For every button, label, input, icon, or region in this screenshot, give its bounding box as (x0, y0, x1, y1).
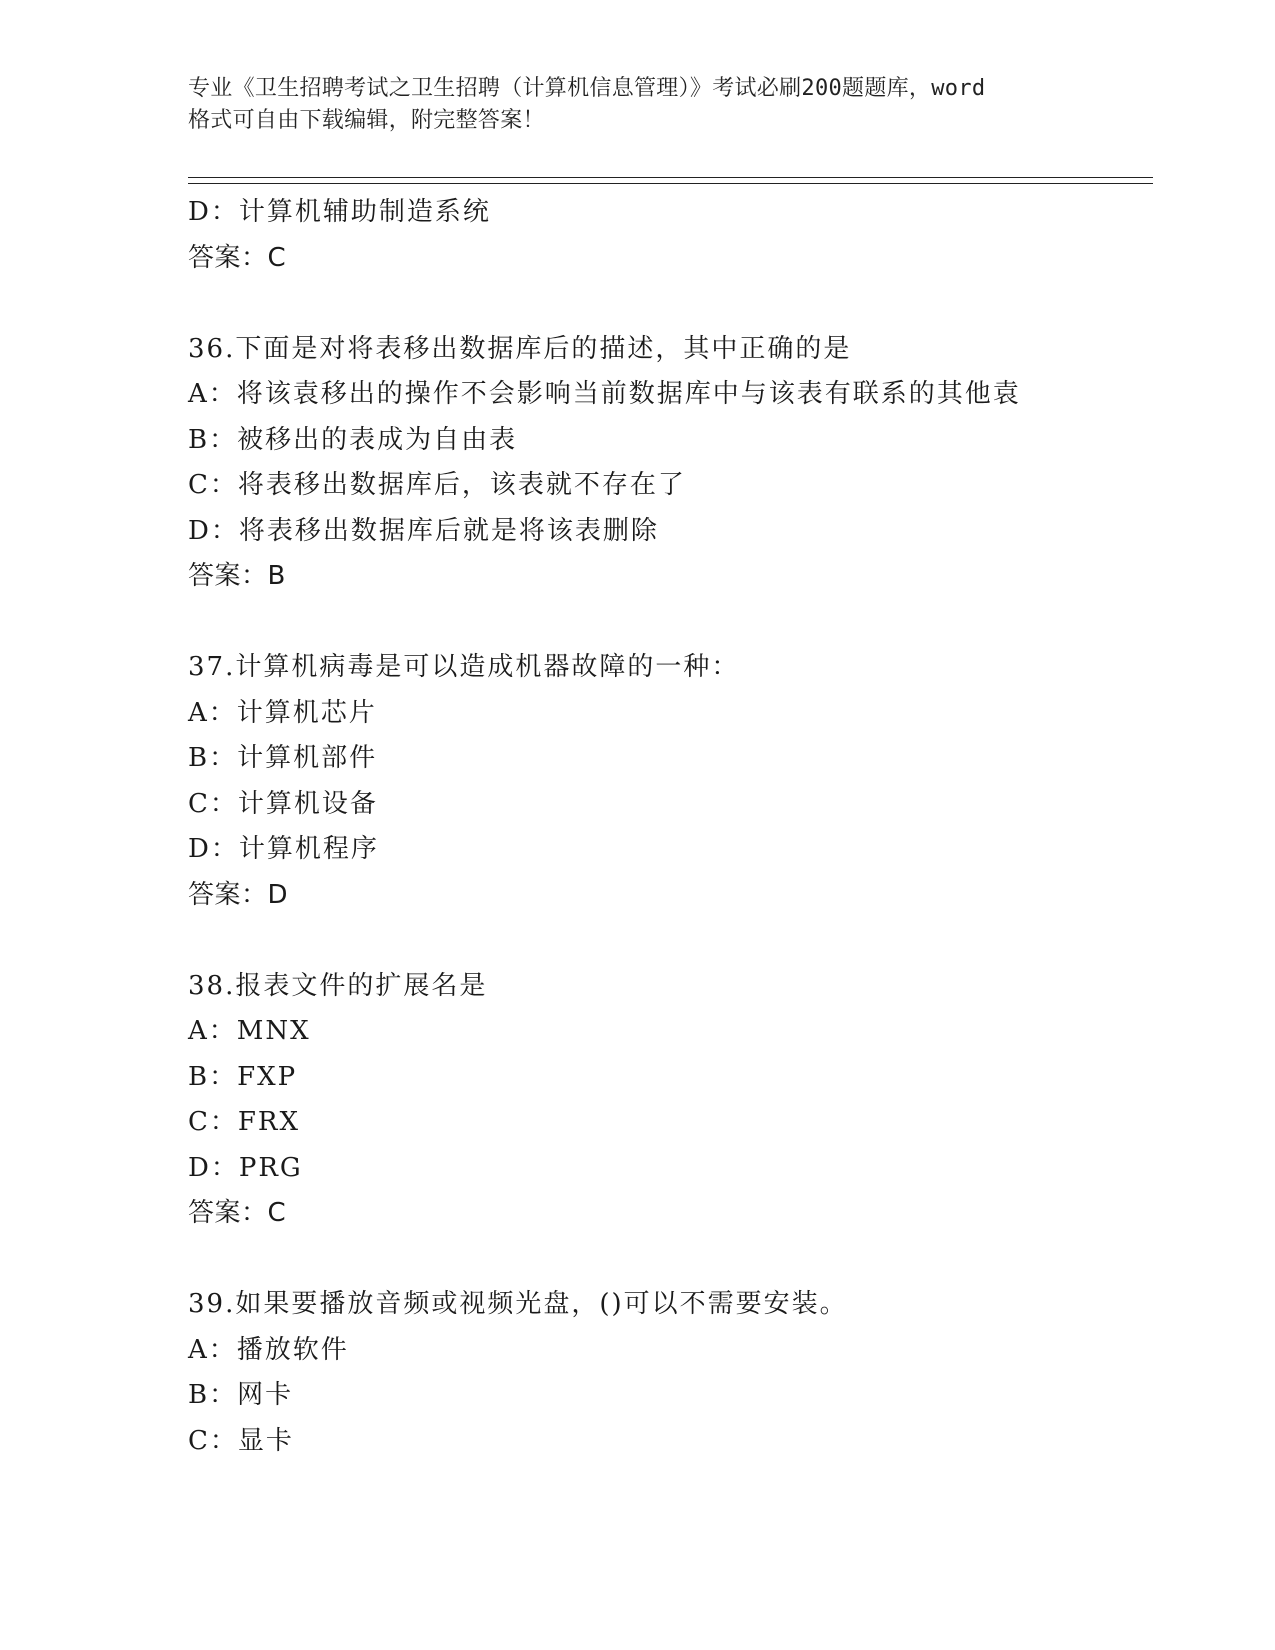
option-a: A：将该袁移出的操作不会影响当前数据库中与该表有联系的其他袁 (188, 379, 1021, 409)
question-list (188, 190, 1148, 1464)
question-35-tail (188, 190, 1148, 281)
question-37 (188, 645, 1148, 918)
option-b: B：FXP (188, 1061, 298, 1092)
header-rule-top (188, 177, 1153, 178)
answer-line: 答案：D (188, 879, 289, 910)
header-title-line-1: 专业《卫生招聘考试之卫生招聘（计算机信息管理）》考试必刷200题题库，word (188, 76, 986, 101)
answer-line: 答案：B (188, 561, 286, 591)
answer-line: 答案：C (188, 1198, 287, 1228)
option-b: B：网卡 (188, 1380, 294, 1410)
question-39 (188, 1282, 1148, 1464)
question-stem: 36.下面是对将表移出数据库后的描述，其中正确的是 (188, 333, 852, 364)
question-stem: 37.计算机病毒是可以造成机器故障的一种： (188, 652, 740, 682)
option-c: C：将表移出数据库后，该表就不存在了 (188, 470, 686, 500)
document-header (188, 73, 1088, 137)
question-38 (188, 964, 1148, 1237)
question-stem: 39.如果要播放音频或视频光盘，()可以不需要安装。 (188, 1289, 848, 1319)
option-d: D：计算机辅助制造系统 (188, 197, 491, 227)
option-d: D：将表移出数据库后就是将该表删除 (188, 515, 659, 546)
option-d: D：计算机程序 (188, 834, 379, 864)
option-c: C：显卡 (188, 1425, 294, 1456)
spacer (188, 281, 1148, 327)
option-a: A：计算机芯片 (188, 697, 377, 728)
header-title-line-2: 格式可自由下载编辑，附完整答案！ (188, 108, 545, 133)
option-a: A：播放软件 (188, 1334, 349, 1365)
question-stem: 38.报表文件的扩展名是 (188, 970, 488, 1001)
header-rule-bottom (188, 183, 1153, 184)
spacer (188, 918, 1148, 964)
question-36 (188, 327, 1148, 600)
option-c: C：计算机设备 (188, 788, 378, 819)
option-c: C：FRX (188, 1107, 301, 1137)
option-a: A：MNX (188, 1016, 311, 1046)
spacer (188, 1237, 1148, 1283)
option-d: D：PRG (188, 1152, 303, 1183)
spacer (188, 600, 1148, 646)
option-b: B：计算机部件 (188, 743, 378, 773)
answer-line: 答案：C (188, 242, 287, 273)
option-b: B：被移出的表成为自由表 (188, 424, 518, 455)
